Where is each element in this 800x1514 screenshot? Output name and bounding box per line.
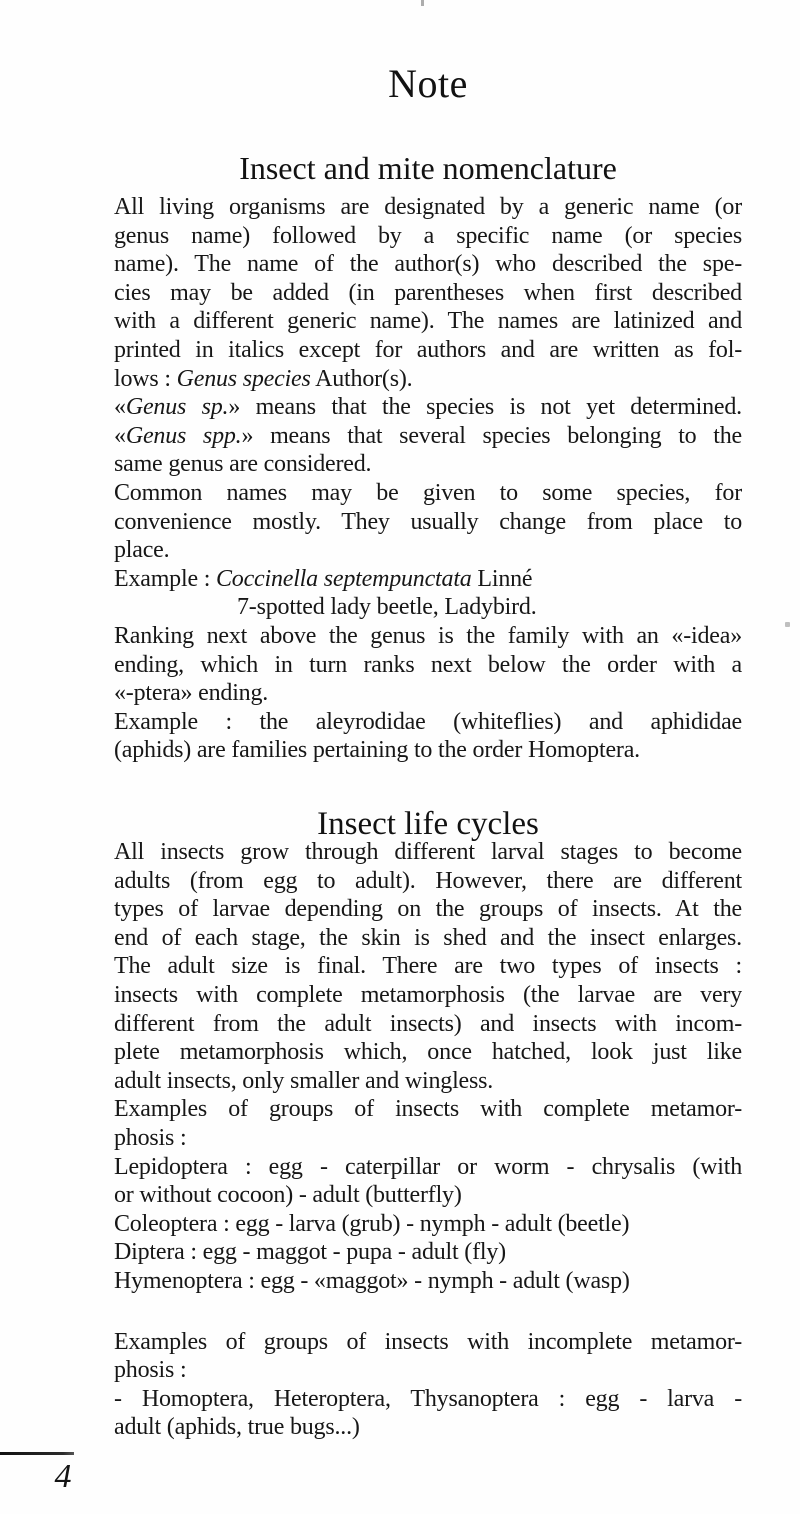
text-line: All insects grow through different larval stages to become (114, 839, 742, 865)
footer-rule (0, 1452, 74, 1455)
text-line: types of larvae depending on the groups of insects. At the (114, 896, 742, 923)
section-heading: Insect and mite nomenclature (239, 149, 617, 186)
text-line: with a different generic name). The names are latinized and (114, 308, 742, 335)
text-line: printed in italics except for authors and are written as fol- (114, 336, 742, 363)
section-text (114, 193, 742, 765)
scan-artifact (785, 622, 790, 627)
text-line: different from the adult insects) and insects with incom- (114, 1010, 742, 1037)
page-title: Note (388, 61, 468, 106)
text-line: «-ptera» ending. (114, 680, 269, 707)
text-line: adults (from egg to adult). However, there are different (114, 867, 742, 894)
text-line: or without cocoon) - adult (butterfly) (114, 1182, 462, 1209)
section-heading: Insect life cycles (317, 806, 539, 843)
text-line: (aphids) are families pertaining to the order Homoptera. (114, 737, 640, 764)
section-text (114, 838, 742, 1442)
text-line: convenience mostly. They usually change from place to (114, 508, 742, 535)
text-line: Example : Coccinella septempunctata Linné (114, 565, 533, 592)
text-line: Lepidoptera : egg - caterpillar or worm - chrysalis (with (114, 1153, 742, 1180)
text-line: cies may be added (in parentheses when first described (114, 279, 742, 306)
text-line: Examples of groups of insects with complete metamor- (114, 1096, 742, 1123)
text-line: genus name) followed by a specific name (or species (114, 222, 742, 249)
text-line: Hymenoptera : egg - «maggot» - nymph - adult (wasp) (114, 1267, 630, 1294)
text-line: Common names may be given to some species, for (114, 479, 742, 506)
text-line: ending, which in turn ranks next below the order with a (114, 651, 742, 678)
text-line: 7-spotted lady beetle, Ladybird. (237, 594, 537, 621)
text-line: Example : the aleyrodidae (whiteflies) and aphididae (114, 708, 742, 735)
text-line: name). The name of the author(s) who described the spe- (114, 251, 742, 278)
text-line: Examples of groups of insects with incomplete metamor- (114, 1328, 742, 1355)
text-line: plete metamorphosis which, once hatched, look just like (114, 1039, 742, 1066)
text-line: Ranking next above the genus is the family with an «-idea» (114, 622, 742, 649)
text-line: adult (aphids, true bugs...) (114, 1414, 360, 1441)
scan-artifact (421, 0, 424, 6)
text-line: Coleoptera : egg - larva (grub) - nymph - adult (beetle) (114, 1210, 630, 1237)
text-line: place. (114, 537, 170, 564)
text-line: adult insects, only smaller and wingless. (114, 1067, 494, 1094)
text-line: The adult size is final. There are two types of insects : (114, 953, 742, 980)
text-line: insects with complete metamorphosis (the larvae are very (114, 981, 742, 1008)
page-number: 4 (54, 1458, 72, 1495)
text-line: - Homoptera, Heteroptera, Thysanoptera : egg - larva - (114, 1385, 742, 1412)
text-line: end of each stage, the skin is shed and the insect enlarges. (114, 924, 742, 951)
text-line: phosis : (114, 1124, 187, 1151)
text-line: Diptera : egg - maggot - pupa - adult (fly) (114, 1239, 506, 1266)
text-line: «Genus sp.» means that the species is not yet determined. (114, 394, 742, 421)
text-line: lows : Genus species Author(s). (114, 365, 413, 392)
text-line: phosis : (114, 1357, 187, 1384)
text-line: All living organisms are designated by a generic name (or (114, 194, 742, 220)
text-line: «Genus spp.» means that several species belonging to the (114, 422, 742, 449)
text-line: same genus are considered. (114, 451, 372, 478)
